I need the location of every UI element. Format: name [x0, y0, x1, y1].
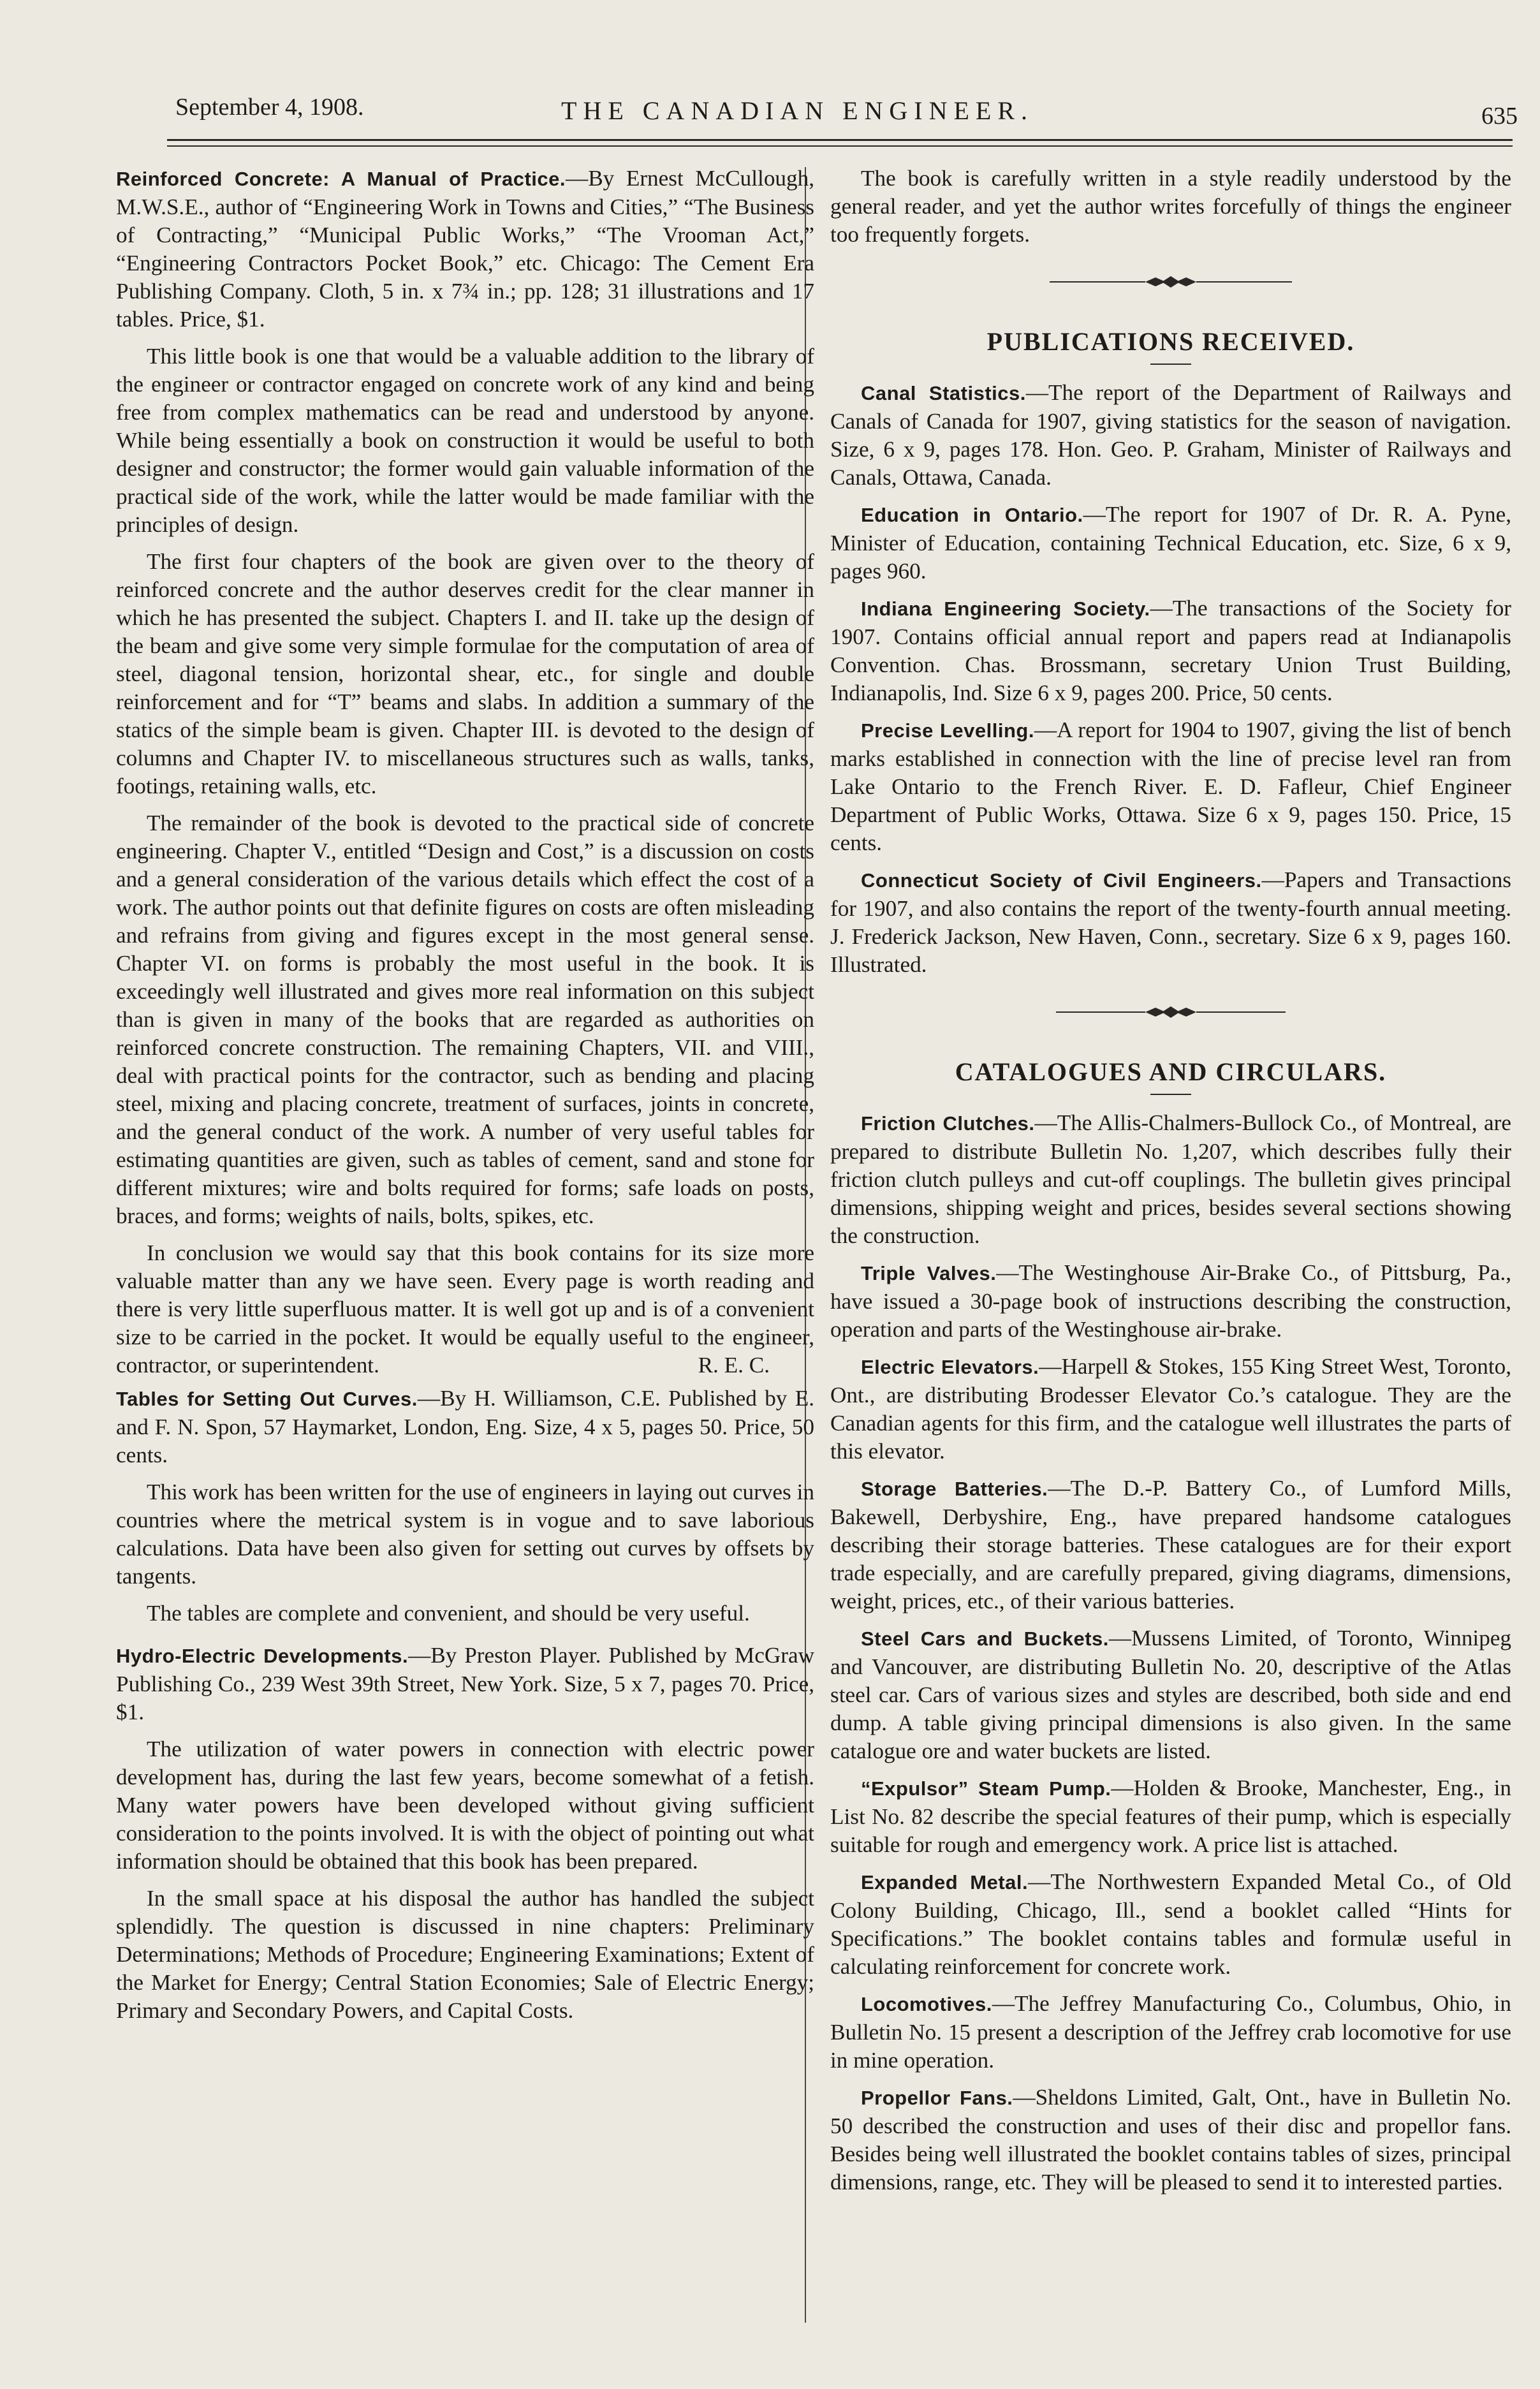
publication-entry: [830, 379, 1511, 492]
review-paragraph: The tables are complete and convenient, and should be very useful.: [147, 1601, 750, 1626]
entry-text: —The report of the Department of Railways and Canals of Canada for 1907, giving statistics for the season of navigation. Size, 6 x 9, pages 178. Hon. Geo. P. Graham, Minister of Railways and Canals, Ottawa, Canada.: [830, 380, 1511, 490]
ornament-divider-icon: [1050, 274, 1292, 290]
review-tables-header: [116, 1385, 814, 1469]
review-paragraph-text: In conclusion we would say that this book contains for its size more valuable matter than any we have seen. Every page is worth reading and there is very little superfluous matter. It is well got up and is of a convenient size to be carried in the pocket. It would be equally useful to the engineer, contractor, or superintendent.: [116, 1240, 814, 1378]
review-paragraph-continued: The book is carefully written in a style readily understood by the general reader, and yet the author writes forcefully of things the engineer too frequently forgets.: [830, 166, 1511, 247]
review-paragraph: This little book is one that would be a valuable addition to the library of the engineer or contractor engaged on concrete work of any kind and being free from complex mathematics can be read and understood by anyone. While being essentially a book on construction it would be useful to both designer and constructor; the former would gain valuable information of the practical side of the work, while the latter would be made familiar with the principles of design.: [116, 344, 814, 537]
catalogue-entry: [830, 1259, 1511, 1344]
section-heading-rule: [1150, 364, 1191, 365]
review-paragraph-conclusion: [116, 1239, 814, 1379]
entry-title: Friction Clutches.: [861, 1112, 1035, 1135]
review-title: Reinforced Concrete: A Manual of Practice.: [116, 168, 566, 190]
entry-title: Canal Statistics.: [861, 382, 1026, 404]
entry-text: —The Westinghouse Air-Brake Co., of Pittsburg, Pa., have issued a 30-page book of instructions describing the construction, operation and parts of the Westinghouse air-brake.: [830, 1260, 1511, 1342]
entry-text: —Mussens Limited, of Toronto, Winnipeg and Vancouver, are distributing Bulletin No. 20, descriptive of the Atlas steel car. Cars of various sizes and styles are described, both side and end dump. A table giving principal dimensions is also given. In the same catalogue ore and water buckets are listed.: [830, 1626, 1512, 1763]
entry-text: —The report for 1907 of Dr. R. A. Pyne, Minister of Education, containing Technical Education, etc. Size, 6 x 9, pages 960.: [830, 502, 1511, 584]
entry-title: Indiana Engineering Society.: [861, 598, 1150, 620]
header-rule-secondary: [167, 145, 1513, 147]
entry-title: Expanded Metal.: [861, 1871, 1029, 1893]
entry-text: —The D.-P. Battery Co., of Lumford Mills, Bakewell, Derbyshire, Eng., have prepared handsome catalogues describing their storage batteries. These catalogues are for their export trade especially, and are carefully prepared, giving diagrams, dimensions, weight, prices, etc., of their various batteries.: [830, 1476, 1511, 1613]
review-paragraph: This work has been written for the use of engineers in laying out curves in countries where the metrical system is in vogue and to save laborious calculations. Data have been also given for setting out curves by offsets by tangents.: [116, 1480, 814, 1589]
entry-title: Electric Elevators.: [861, 1356, 1039, 1378]
page-number: 635: [1481, 103, 1518, 129]
catalogue-entry: [830, 1868, 1511, 1981]
ornament-divider: [830, 261, 1511, 306]
review-citation: —By Ernest McCullough, M.W.S.E., author of “Engineering Work in Towns and Cities,” “The Business of Contracting,” “Municipal Public Works,” “The Vrooman Act,” “Engineering Contractors Pocket Book,” etc. Chicago: The Cement Era Publishing Company. Cloth, 5 in. x 7¾ in.; pp. 128; 31 illustrations and 17 tables. Price, $1.: [116, 166, 815, 332]
right-column: [830, 165, 1511, 2205]
catalogue-entry: [830, 1990, 1511, 2075]
section-heading-catalogues: CATALOGUES AND CIRCULARS.: [955, 1057, 1387, 1086]
entry-text: —The Jeffrey Manufacturing Co., Columbus, Ohio, in Bulletin No. 15 present a description of the Jeffrey crab locomotive for use in mine operation.: [830, 1991, 1511, 2073]
entry-text: —Sheldons Limited, Galt, Ont., have in Bulletin No. 50 described the construction and uses of their disc and propellor fans. Besides being well illustrated the booklet contains tables of sizes, principal dimensions, range, etc. They will be pleased to send it to interested parties.: [830, 2085, 1511, 2194]
catalogue-entry: [830, 1474, 1511, 1615]
entry-text: —The transactions of the Society for 1907. Contains official annual report and papers read at Indianapolis Convention. Chas. Brossmann, secretary Union Trust Building, Indianapolis, Ind. Size 6 x 9, pages 200. Price, 50 cents.: [830, 596, 1512, 705]
review-citation: —By H. Williamson, C.E. Published by E. and F. N. Spon, 57 Haymarket, London, Eng. Size, 4 x 5, pages 50. Price, 50 cents.: [116, 1386, 814, 1467]
entry-title: Storage Batteries.: [861, 1478, 1048, 1500]
entry-text: —The Allis-Chalmers-Bullock Co., of Montreal, are prepared to distribute Bulletin No. 1,207, which describes fully their friction clutch pulleys and cut-off couplings. The bulletin gives principal dimensions, shipping weight and prices, besides several sections showing the construction.: [830, 1110, 1511, 1248]
header-rule: [167, 139, 1513, 141]
entry-title: Precise Levelling.: [861, 719, 1034, 742]
ornament-divider-icon: [1056, 1004, 1286, 1020]
entry-title: Connecticut Society of Civil Engineers.: [861, 869, 1262, 892]
review-paragraph: In the small space at his disposal the author has handled the subject splendidly. The question is discussed in nine chapters: Preliminary Determinations; Methods of Procedure; Engineering Examinations; Extent of the Market for Energy; Central Station Economies; Sale of Electric Energy; Primary and Secondary Powers, and Capital Costs.: [116, 1886, 814, 2023]
entry-text: —Papers and Transactions for 1907, and also contains the report of the twenty-fourth annual meeting. J. Frederick Jackson, New Haven, Conn., secretary. Size 6 x 9, pages 160. Illustrated.: [830, 867, 1511, 977]
review-paragraph: The first four chapters of the book are given over to the theory of reinforced concrete and the author deserves credit for the clear manner in which he has presented the subject. Chapters I. and II. take up the design of the beam and give some very simple formulae for the computation of area of steel, diagonal tension, horizontal shear, etc., for single and double reinforcement and for “T” beams and slabs. In addition a summary of the statics of the simple beam is given. Chapter III. is devoted to the design of columns and Chapter IV. to miscellaneous structures such as walls, tanks, footings, retaining walls, etc.: [116, 549, 814, 798]
catalogue-entry: [830, 1109, 1511, 1250]
catalogue-entry: [830, 1353, 1511, 1466]
left-column: [116, 165, 814, 2034]
section-heading-publications: PUBLICATIONS RECEIVED.: [986, 327, 1355, 356]
entry-text: —Holden & Brooke, Manchester, Eng., in List No. 82 describe the special features of their pump, which is especially suitable for rough and emergency work. A price list is attached.: [830, 1775, 1511, 1857]
publication-entry: [830, 716, 1511, 857]
catalogue-entry: [830, 1624, 1511, 1765]
entry-text: —A report for 1904 to 1907, giving the list of bench marks established in connection with the line of precise level ran from Lake Ontario to the French River. E. D. Fafleur, Chief Engineer Department of Public Works, Ottawa. Size 6 x 9, pages 150. Price, 15 cents.: [830, 717, 1511, 855]
entry-text: —The Northwestern Expanded Metal Co., of Old Colony Building, Chicago, Ill., send a booklet called “Hints for Specifications.” The booklet contains tables and formulæ useful in calculating reinforcement for concrete work.: [830, 1869, 1511, 1979]
entry-title: Propellor Fans.: [861, 2087, 1013, 2109]
review-citation: —By Preston Player. Published by McGraw Publishing Co., 239 West 39th Street, New York. Size, 5 x 7, pages 70. Price, $1.: [116, 1643, 814, 1724]
review-hydro-header: [116, 1642, 814, 1726]
review-title: Tables for Setting Out Curves.: [116, 1388, 418, 1410]
page-header: [166, 88, 1518, 133]
review-reinforced-concrete-header: [116, 165, 814, 334]
ornament-divider: [830, 992, 1511, 1036]
reviewer-signature: R. E. C.: [698, 1353, 770, 1378]
entry-title: Locomotives.: [861, 1993, 992, 2015]
publication-entry: [830, 594, 1511, 707]
review-paragraph: The remainder of the book is devoted to the practical side of concrete engineering. Chapter V., entitled “Design and Cost,” is a discussion on costs and a general consideration of the various details which effect the cost of a work. The author points out that definite figures on costs are often misleading and refrains from giving and figures except in the most general sense. Chapter VI. on forms is probably the most useful in the book. It is exceedingly well illustrated and gives more real information on this subject than is given in many of the books that are regarded as authorities on reinforced concrete construction. The remaining Chapters, VII. and VIII., deal with practical points for the contractor, such as bending and placing steel, mixing and placing concrete, treatment of surfaces, joints in concrete, and the general conduct of the work. A number of very useful tables for estimating quantities are given, such as tables of cement, sand and stone for different mixtures; wire and bolts required for forms; safe loads on posts, braces, and forms; weights of nails, bolts, spikes, etc.: [116, 811, 814, 1228]
publication-entry: [830, 501, 1511, 585]
entry-title: Education in Ontario.: [861, 504, 1083, 526]
entry-title: Triple Valves.: [861, 1262, 997, 1284]
publication-entry: [830, 866, 1511, 979]
catalogue-entry: [830, 1774, 1511, 1859]
entry-text: —Harpell & Stokes, 155 King Street West, Toronto, Ont., are distributing Brodesser Elevator Co.’s catalogue. They are the Canadian agents for this firm, and the catalogue well illustrates the parts of this elevator.: [830, 1354, 1511, 1464]
section-heading-rule: [1150, 1094, 1191, 1095]
catalogue-entry: [830, 2084, 1511, 2196]
entry-title: Steel Cars and Buckets.: [861, 1628, 1109, 1650]
issue-date: September 4, 1908.: [175, 94, 364, 121]
journal-title: THE CANADIAN ENGINEER.: [561, 96, 1034, 125]
review-title: Hydro-Electric Developments.: [116, 1645, 409, 1667]
review-paragraph: The utilization of water powers in connection with electric power development has, during the last few years, become somewhat of a fetish. Many water powers have been developed without giving sufficient consideration to the points involved. It is with the object of pointing out what information should be obtained that this book has been prepared.: [116, 1737, 814, 1874]
entry-title: “Expulsor” Steam Pump.: [861, 1777, 1111, 1800]
